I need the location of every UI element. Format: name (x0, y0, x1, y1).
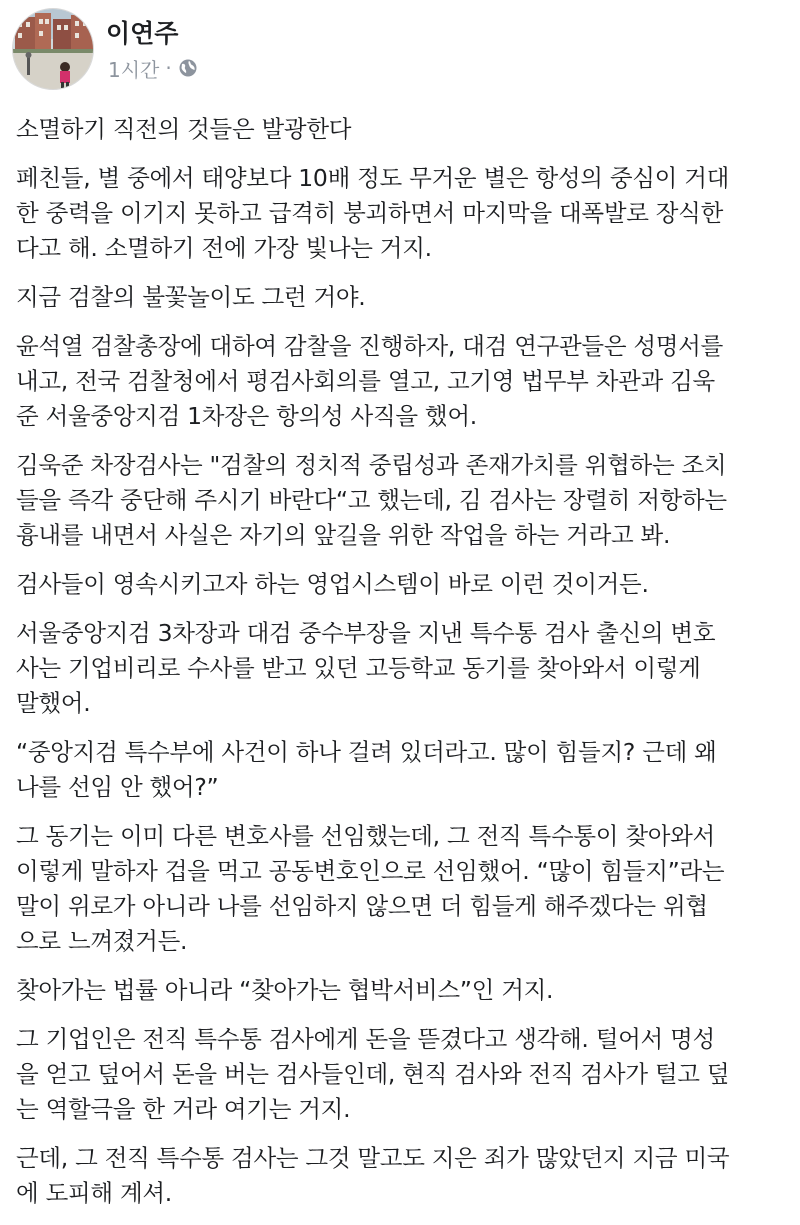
post-time[interactable]: 1시간 (108, 57, 160, 82)
post-paragraph: 페친들, 별 중에서 태양보다 10배 정도 무거운 별은 항성의 중심이 거대 한 중력을 이기지 못하고 급격히 붕괴하면서 마지막을 대폭발로 장식한 다고 해. 소멸하기 전에 가장 빛나는 거지. (16, 164, 729, 262)
post-paragraph: 소멸하기 직전의 것들은 발광한다 (16, 115, 352, 143)
post-meta (108, 54, 198, 82)
post-body (16, 112, 790, 1225)
author-name[interactable]: 이연주 (106, 19, 179, 48)
post-paragraph: 검사들이 영속시키고자 하는 영업시스템이 바로 이런 것이거든. (16, 570, 649, 598)
globe-icon[interactable] (178, 58, 198, 78)
post-paragraph: 그 기업인은 전직 특수통 검사에게 돈을 뜯겼다고 생각해. 털어서 명성 을 얻고 덮어서 돈을 버는 검사들인데, 현직 검사와 전직 검사가 털고 덮 는 역할극을 한 거라 여기는 거지. (16, 1025, 730, 1123)
post-paragraph: 윤석열 검찰총장에 대하여 감찰을 진행하자, 대검 연구관들은 성명서를 내고, 전국 검찰청에서 평검사회의를 열고, 고기영 법무부 차관과 김욱 준 서울중앙지검 1차장은 항의성 사직을 했어. (16, 332, 723, 430)
meta-separator: · (165, 56, 172, 80)
post-paragraph: 그 동기는 이미 다른 변호사를 선임했는데, 그 전직 특수통이 찾아와서 이렇게 말하자 겁을 먹고 공동변호인으로 선임했어. “많이 힘들지”라는 말이 위로가 아니라 나를 선임하지 않으면 더 힘들게 해주겠다는 위협 으로 느껴졌거든. (16, 822, 725, 955)
avatar-photo (13, 9, 93, 89)
post-paragraph: “중앙지검 특수부에 사건이 하나 걸려 있더라고. 많이 힘들지? 근데 왜 나를 선임 안 했어?” (16, 738, 717, 801)
post-paragraph: 김욱준 차장검사는 "검찰의 정치적 중립성과 존재가치를 위협하는 조치 들을 즉각 중단해 주시기 바란다“고 했는데, 김 검사는 장렬히 저항하는 흉내를 내면서 사실은 자기의 앞길을 위한 작업을 하는 거라고 봐. (16, 451, 727, 549)
post-header (0, 0, 800, 110)
post-paragraph: 지금 검찰의 불꽃놀이도 그런 거야. (16, 283, 366, 311)
post-paragraph: 찾아가는 법률 아니라 “찾아가는 협박서비스”인 거지. (16, 976, 554, 1004)
avatar[interactable] (12, 8, 94, 90)
post-paragraph: 근데, 그 전직 특수통 검사는 그것 말고도 지은 죄가 많았던지 지금 미국 에 도피해 계셔. (16, 1144, 730, 1207)
post-paragraph: 서울중앙지검 3차장과 대검 중수부장을 지낸 특수통 검사 출신의 변호 사는 기업비리로 수사를 받고 있던 고등학교 동기를 찾아와서 이렇게 말했어. (16, 619, 716, 717)
